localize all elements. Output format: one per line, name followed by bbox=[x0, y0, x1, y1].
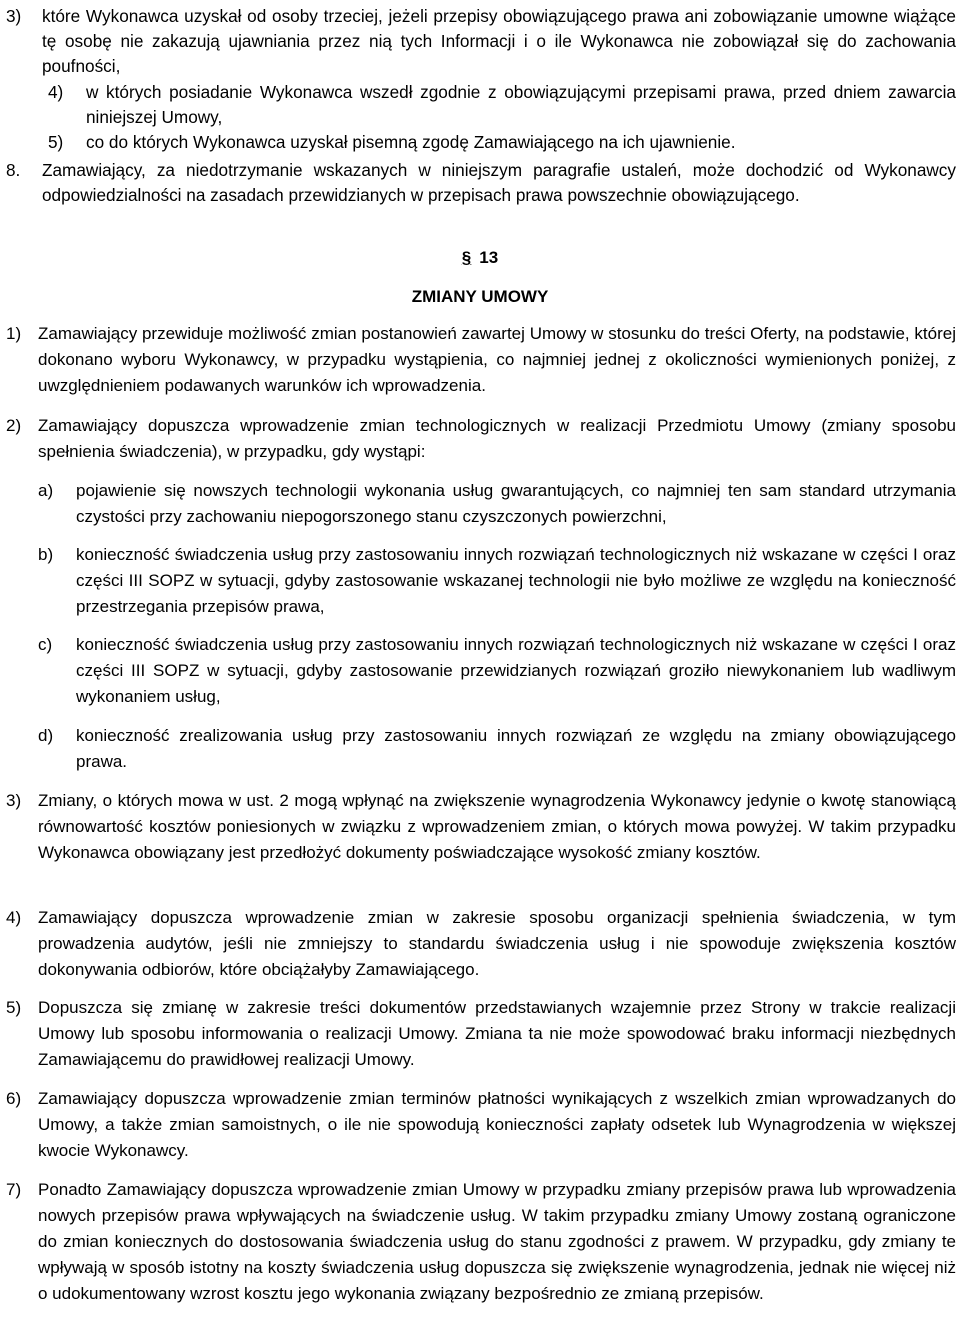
point-text: Zamawiający, za niedotrzymanie wskazanych w niniejszym paragrafie ustaleń, może dochodzić od Wykonawcy odpowiedzialności na zasadach przewidzianych w przepisach prawa powszechnie obowiązującego. bbox=[42, 160, 956, 205]
sub-clause-a bbox=[38, 478, 956, 530]
sub-clause-text: konieczność świadczenia usług przy zastosowaniu innych rozwiązań technologicznych niż wskazane w części I oraz części III SOPZ w sytuacji, gdyby zastosowanie wskazanej technologii nie było możliwe ze względu na konieczność przestrzegania przepisów prawa, bbox=[76, 545, 956, 616]
sub-clause-b bbox=[38, 542, 956, 620]
section-number-value: 13 bbox=[479, 248, 499, 267]
section-number bbox=[0, 248, 960, 268]
clause-number: 2) bbox=[6, 416, 22, 435]
clause-2 bbox=[6, 413, 956, 465]
list-item-5 bbox=[48, 130, 956, 155]
sub-clause-text: pojawienie się nowszych technologii wykonania usług gwarantujących, co najmniej ten sam standard utrzymania czystości przy zachowaniu niepogorszonego stanu czyszczonych powierzchni, bbox=[76, 481, 956, 526]
sub-clause-letter: c) bbox=[38, 635, 53, 654]
clause-text: Zamawiający dopuszcza wprowadzenie zmian terminów płatności wynikających z wszelkich zmian wprowadzanych do Umowy, a także zmian samoistnych, o ile nie spowodują konieczności zapłaty odsetek lub Wynagrodzenia w większej kwocie Wykonawcy. bbox=[38, 1089, 956, 1160]
sub-clause-c bbox=[38, 632, 956, 710]
clause-text: Zamawiający dopuszcza wprowadzenie zmian w zakresie sposobu organizacji spełnienia świadczenia, w tym prowadzenia audytów, jeśli nie zmniejszy to standardu świadczenia usług i nie spowoduje zwiększenia kosztów dokonywania odbiorów, które obciążałyby Zamawiającego. bbox=[38, 908, 956, 979]
clause-1 bbox=[6, 321, 956, 399]
sub-clause-d bbox=[38, 723, 956, 775]
list-item-3-continuation bbox=[6, 4, 956, 79]
clause-6 bbox=[6, 1086, 956, 1164]
item-text: które Wykonawca uzyskał od osoby trzeciej, jeżeli przepisy obowiązującego prawa ani zobowiązanie umowne wiążące tę osobę nie zakazują ujawniania przez nią tych Informacji i o ile Wykonawca nie zobowiązał się do zachowania poufności, bbox=[42, 6, 956, 76]
clause-text: Zamawiający przewiduje możliwość zmian postanowień zawartej Umowy w stosunku do treści Oferty, na podstawie, której dokonano wyboru Wykonawcy, w przypadku wystąpienia, co najmniej jednej z okoliczności wymienionych poniżej, z uwzględnieniem podawanych warunków ich wprowadzenia. bbox=[38, 324, 956, 395]
point-number: 8. bbox=[6, 160, 21, 180]
clause-7 bbox=[6, 1177, 956, 1307]
paragraph-sign: § bbox=[461, 248, 472, 267]
clause-number: 1) bbox=[6, 324, 22, 343]
list-item-4 bbox=[48, 80, 956, 130]
sub-clause-letter: b) bbox=[38, 545, 54, 564]
clause-number: 3) bbox=[6, 791, 22, 810]
clause-text: Zamawiający dopuszcza wprowadzenie zmian technologicznych w realizacji Przedmiotu Umowy (zmiany sposobu spełnienia świadczenia), w przypadku, gdy wystąpi: bbox=[38, 416, 956, 461]
clause-text: Dopuszcza się zmianę w zakresie treści dokumentów przedstawianych wzajemnie przez Strony w trakcie realizacji Umowy lub sposobu informowania o realizacji Umowy. Zmiana ta nie może spowodować braku informacji niezbędnych Zamawiającemu do prawidłowej realizacji Umowy. bbox=[38, 998, 956, 1069]
clause-4 bbox=[6, 905, 956, 983]
sub-clause-letter: d) bbox=[38, 726, 54, 745]
clause-number: 7) bbox=[6, 1180, 22, 1199]
sub-clause-text: konieczność zrealizowania usług przy zastosowaniu innych rozwiązań ze względu na zmiany obowiązującego prawa. bbox=[76, 726, 956, 771]
clause-number: 4) bbox=[6, 908, 22, 927]
item-number: 4) bbox=[48, 82, 64, 102]
clause-text: Zmiany, o których mowa w ust. 2 mogą wpłynąć na zwiększenie wynagrodzenia Wykonawcy jedynie o kwotę stanowiącą równowartość kosztów poniesionych w związku z wprowadzeniem zmian, o których mowa powyżej. W takim przypadku Wykonawca obowiązany jest przedłożyć dokumenty poświadczające wysokość zmiany kosztów. bbox=[38, 791, 956, 862]
clause-5 bbox=[6, 995, 956, 1073]
clause-text: Ponadto Zamawiający dopuszcza wprowadzenie zmian Umowy w przypadku zmiany przepisów prawa lub wprowadzenia nowych przepisów prawa wpływających na świadczenie usług. W takim przypadku zmiany Umowy zostaną ograniczone do zmian koniecznych do dostosowania świadczenia usług do stanu zgodności z prawem. W przypadku, gdy zmiany te wpływają w sposób istotny na koszty świadczenia usług dopuszcza się zwiększenie wynagrodzenia, jednak nie więcej niż o udokumentowany wzrost kosztu jego wykonania związany bezpośrednio ze zmianą przepisów. bbox=[38, 1180, 956, 1303]
sub-clause-letter: a) bbox=[38, 481, 54, 500]
item-number: 5) bbox=[48, 132, 64, 152]
item-text: co do których Wykonawca uzyskał pisemną zgodę Zamawiającego na ich ujawnienie. bbox=[86, 132, 736, 152]
item-number: 3) bbox=[6, 6, 22, 26]
sub-clause-text: konieczność świadczenia usług przy zastosowaniu innych rozwiązań technologicznych niż wskazane w części I oraz części III SOPZ w sytuacji, gdyby zastosowanie przewidzianych rozwiązań groziło niewykonaniem lub wadliwym wykonaniem usług, bbox=[76, 635, 956, 706]
clause-3 bbox=[6, 788, 956, 866]
clause-number: 5) bbox=[6, 998, 22, 1017]
item-text: w których posiadanie Wykonawca wszedł zgodnie z obowiązującymi przepisami prawa, przed dniem zawarcia niniejszej Umowy, bbox=[86, 82, 956, 127]
clause-number: 6) bbox=[6, 1089, 22, 1108]
point-8 bbox=[6, 158, 956, 208]
section-title: ZMIANY UMOWY bbox=[411, 287, 549, 306]
